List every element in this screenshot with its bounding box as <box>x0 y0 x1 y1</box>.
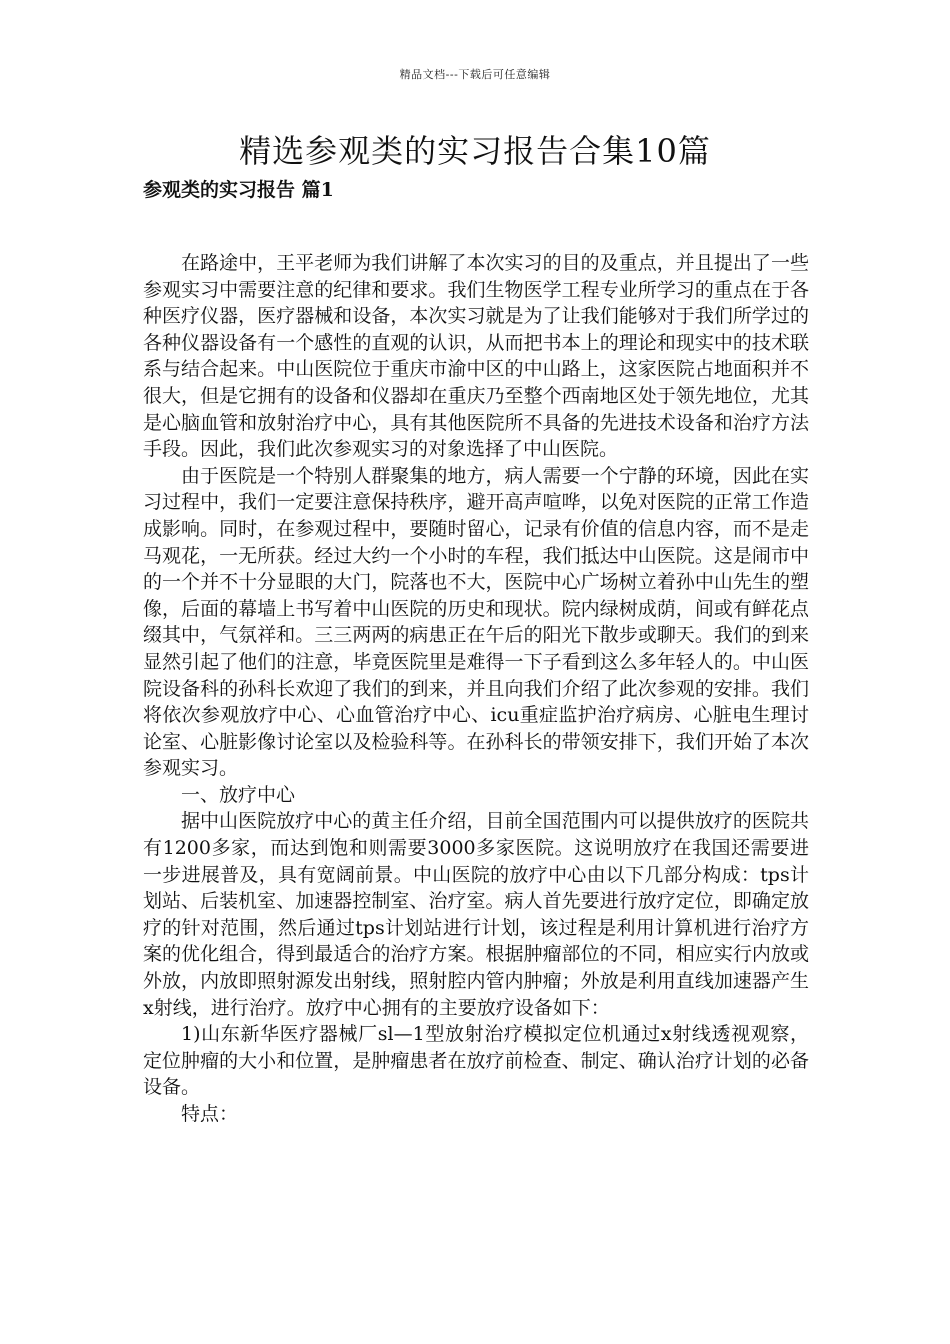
paragraph: 特点： <box>181 1103 239 1125</box>
document-body <box>143 250 809 1128</box>
header-note: 精品文档---下载后可任意编辑 <box>399 68 551 81</box>
paragraph: 据中山医院放疗中心的黄主任介绍，目前全国范围内可以提供放疗的医院共有1200多家，而达到饱和则需要3000多家医院。这说明放疗在我国还需要进一步进展普及，具有宽阔前景。中山医院的放疗中心由以下几部分构成：tps计划站、后装机室、加速器控制室、治疗室。病人首先要进行放疗定位，即确定放疗的针对范围，然后通过tps计划站进行计划，该过程是利用计算机进行治疗方案的优化组合，得到最适合的治疗方案。根据肿瘤部位的不同，相应实行内放或外放，内放即照射源发出射线，照射腔内管内肿瘤；外放是利用直线加速器产生x射线，进行治疗。放疗中心拥有的主要放疗设备如下： <box>143 810 809 1019</box>
document-title: 精选参观类的实习报告合集10篇 <box>239 132 711 170</box>
subsection-heading: 一、放疗中心 <box>181 783 296 806</box>
paragraph: 1)山东新华医疗器械厂sl—1型放射治疗模拟定位机通过x射线透视观察，定位肿瘤的大小和位置，是肿瘤患者在放疗前检查、制定、确认治疗计划的必备设备。 <box>143 1023 809 1099</box>
paragraph: 由于医院是一个特别人群聚集的地方，病人需要一个宁静的环境，因此在实习过程中，我们一定要注意保持秩序，避开高声喧哗，以免对医院的正常工作造成影响。同时，在参观过程中，要随时留心，记录有价值的信息内容，而不是走马观花，一无所获。经过大约一个小时的车程，我们抵达中山医院。这是闹市中的一个并不十分显眼的大门，院落也不大，医院中心广场树立着孙中山先生的塑像，后面的幕墙上书写着中山医院的历史和现状。院内绿树成荫，间或有鲜花点缀其中，气氛祥和。三三两两的病患正在午后的阳光下散步或聊天。我们的到来显然引起了他们的注意，毕竟医院里是难得一下子看到这么多年轻人的。中山医院设备科的孙科长欢迎了我们的到来，并且向我们介绍了此次参观的安排。我们将依次参观放疗中心、心血管治疗中心、icu重症监护治疗病房、心脏电生理讨论室、心脏影像讨论室以及检验科等。在孙科长的带领安排下，我们开始了本次参观实习。 <box>143 464 809 780</box>
section-title: 参观类的实习报告 篇1 <box>143 179 334 201</box>
paragraph: 在路途中，王平老师为我们讲解了本次实习的目的及重点，并且提出了一些参观实习中需要注意的纪律和要求。我们生物医学工程专业所学习的重点在于各种医疗仪器，医疗器械和设备，本次实习就是为了让我们能够对于我们所学过的各种仪器设备有一个感性的直观的认识，从而把书本上的理论和现实中的技术联系与结合起来。中山医院位于重庆市渝中区的中山路上，这家医院占地面积并不很大，但是它拥有的设备和仪器却在重庆乃至整个西南地区处于领先地位，尤其是心脑血管和放射治疗中心，具有其他医院所不具备的先进技术设备和治疗方法手段。因此，我们此次参观实习的对象选择了中山医院。 <box>143 252 809 461</box>
